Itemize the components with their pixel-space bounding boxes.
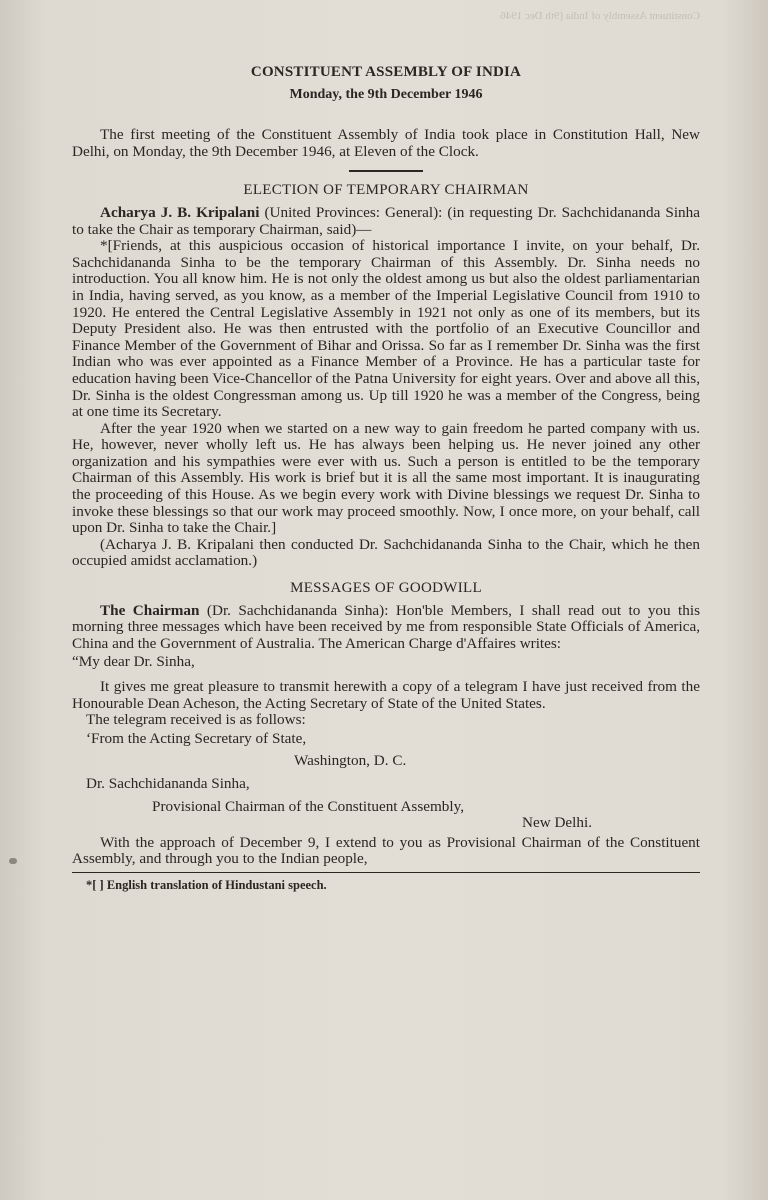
chairman-intro (72, 603, 700, 653)
intro-paragraph: The first meeting of the Constituent Assembly of India took place in Constitution Hall, New Delhi, on Monday, the 9th December 1946, at Eleven of the Clock. (72, 126, 700, 160)
speaker-name: Acharya J. B. Kripalani (100, 203, 260, 221)
telegram-addressee-place: New Delhi. (521, 814, 592, 832)
margin-mark (9, 858, 17, 864)
bleed-through-text: Constituent Assembly of India [9th Dec 1946 (500, 10, 700, 22)
kripalani-intro (72, 205, 700, 238)
telegram-addressee-title: Provisional Chairman of the Constituent Assembly, (152, 797, 465, 815)
document-title: CONSTITUENT ASSEMBLY OF INDIA (250, 64, 522, 80)
letter-para-2: With the approach of December 9, I extend to you as Provisional Chairman of the Constituent Assembly, and through you to the Indian people, (72, 833, 700, 868)
section-heading-goodwill: MESSAGES OF GOODWILL (290, 580, 482, 597)
telegram-place: Washington, D. C. (294, 752, 407, 770)
chairman-note: (Dr. Sachchidananda Sinha): Hon'ble Members, I shall read out to you this morning three messages which have been received by me from responsible State Officials of America, China and the Government of Australia. The American Charge d'Affaires writes: (72, 601, 701, 652)
chairman-name: The Chairman (100, 601, 200, 619)
telegram-intro: The telegram received is as follows: (86, 711, 306, 729)
kripalani-para-3: (Acharya J. B. Kripalani then conducted Dr. Sachchidananda Sinha to the Chair, which he then occupied amidst acclamation.) (72, 535, 700, 570)
telegram-from: ‘From the Acting Secretary of State, (86, 729, 307, 747)
speaker-note: (United Provinces: General): (in requesting Dr. Sachchidananda Sinha to take the Chair as temporary Chairman, said)— (72, 203, 700, 238)
kripalani-para-2: After the year 1920 when we started on a new way to gain freedom he parted company with us. He, however, never wholly left us. He has always been helping us. He never joined any other organization and his sympathies were ever with us. Such a person is entitled to be the temporary Chairman of this Assembly. His work is brief but it is all the same most important. It is inaugurating the proceeding of this House. As we begin every work with Divine blessings we request Dr. Sinha to invoke these blessings so that our work may proceed smoothly. Now, I once more, on your behalf, call upon Dr. Sinha to take the Chair.] (72, 419, 700, 537)
document-date: Monday, the 9th December 1946 (289, 86, 483, 102)
letter-para-1: It gives me great pleasure to transmit herewith a copy of a telegram I have just received from the Honourable Dean Acheson, the Acting Secretary of State of the United States. (72, 678, 700, 712)
kripalani-para-1: *[Friends, at this auspicious occasion of historical importance I invite, on your behalf, Dr. Sachchidananda Sinha to be the temporary Chairman of this Assembly. Dr. Sinha needs no introduction. You all know him. He is not only the oldest among us but also the oldest parliamentarian in India, having served, as you know, as a member of the Imperial Legislative Council from 1910 to 1920. He entered the Central Legislative Assembly in 1921 not only as one of its members, but its Deputy President also. He was then entrusted with the portfolio of an Executive Councillor and Finance Member of the Government of Bihar and Orissa. So far as I remember Dr. Sinha was the first Indian who was ever appointed as a Finance Member of a Province. He has a particular taste for education having been Vice-Chancellor of the Patna University for eight years. Over and above all this, Dr. Sinha is the oldest Congressman among us. Up till 1920 he was a member of the Congress, being at one time its Secretary. (72, 237, 700, 421)
footnote: *[ ] English translation of Hindustani speech. (86, 877, 327, 892)
section-divider (349, 170, 423, 172)
section-heading-election: ELECTION OF TEMPORARY CHAIRMAN (243, 182, 529, 199)
footnote-rule (72, 872, 700, 873)
letter-salutation: “My dear Dr. Sinha, (72, 653, 195, 671)
document-body (72, 64, 700, 894)
telegram-addressee: Dr. Sachchidananda Sinha, (86, 774, 250, 792)
